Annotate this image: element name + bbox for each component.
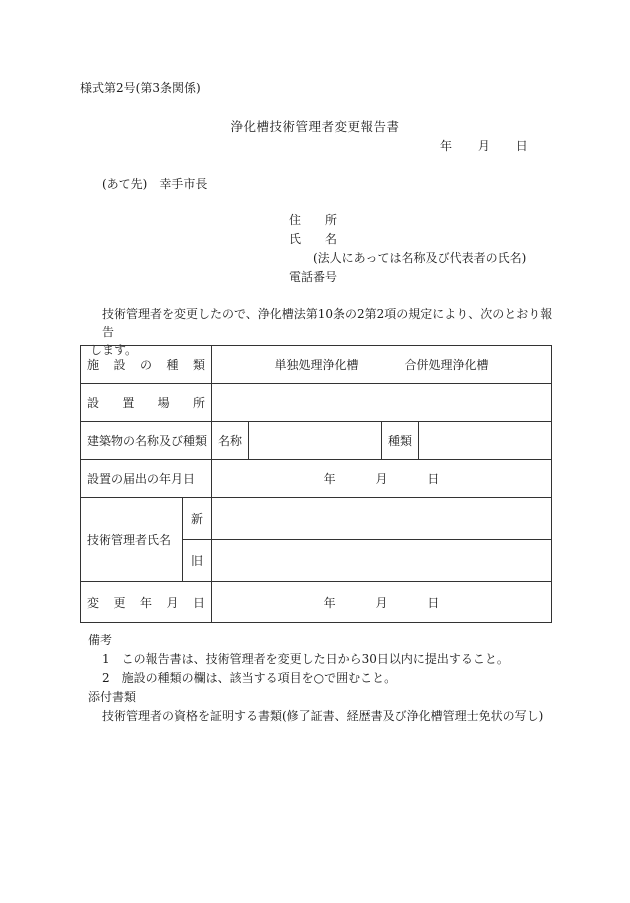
- new-label: 新: [183, 498, 212, 540]
- location-label: 設 置 場 所: [81, 384, 212, 422]
- installation-date-field[interactable]: 年 月 日: [212, 460, 552, 498]
- address-label: 住 所: [289, 213, 338, 227]
- change-date-row: [81, 582, 552, 623]
- location-field[interactable]: [212, 384, 552, 422]
- form-number: 様式第2号(第3条関係): [80, 81, 201, 95]
- building-type-label: 種類: [382, 422, 419, 460]
- report-form-table: [80, 345, 552, 623]
- installation-date-row: [81, 460, 552, 498]
- building-type-field[interactable]: [419, 422, 552, 460]
- day-label: 日: [515, 139, 528, 153]
- building-row: [81, 422, 552, 460]
- installation-date-label: 設置の届出の年月日: [81, 460, 212, 498]
- notes-section: [88, 631, 543, 726]
- old-manager-field[interactable]: [212, 540, 552, 582]
- note-item-2: 2 施設の種類の欄は、該当する項目を○で囲むこと。: [102, 671, 397, 685]
- statement-line-2: します。: [90, 343, 138, 357]
- statement-line-1: 技術管理者を変更したので、浄化槽法第10条の2第2項の規定により、次のとおり報告: [102, 307, 553, 339]
- note-item-1: 1 この報告書は、技術管理者を変更した日から30日以内に提出すること。: [102, 652, 509, 666]
- corporate-note: (法人にあっては名称及び代表者の氏名): [313, 251, 527, 265]
- attachments-text: 技術管理者の資格を証明する書類(修了証書、経歴書及び浄化槽管理士免状の写し): [102, 709, 544, 723]
- addressee: (あて先) 幸手市長: [102, 177, 208, 191]
- name-label: 氏 名: [289, 232, 338, 246]
- old-label: 旧: [183, 540, 212, 582]
- document-title: 浄化槽技術管理者変更報告書: [230, 119, 400, 134]
- report-date: [440, 138, 528, 154]
- phone-label: 電話番号: [289, 270, 338, 284]
- change-date-label: 変 更 年 月 日: [81, 582, 212, 623]
- option-combined-tank[interactable]: 合併処理浄化槽: [404, 358, 489, 372]
- manager-new-row: [81, 498, 552, 540]
- building-name-field[interactable]: [249, 422, 382, 460]
- building-label: 建築物の名称及び種類: [81, 422, 212, 460]
- reporter-block: [289, 211, 526, 287]
- month-label: 月: [477, 139, 490, 153]
- new-manager-field[interactable]: [212, 498, 552, 540]
- manager-label: 技術管理者氏名: [81, 498, 183, 582]
- facility-type-options[interactable]: [212, 346, 552, 384]
- location-row: [81, 384, 552, 422]
- year-label: 年: [440, 139, 453, 153]
- notes-heading: 備考: [88, 633, 113, 647]
- attachments-heading: 添付書類: [88, 690, 137, 704]
- option-standalone-tank[interactable]: 単独処理浄化槽: [274, 358, 359, 372]
- building-name-label: 名称: [212, 422, 249, 460]
- facility-type-label: 施 設 の 種 類: [81, 346, 212, 384]
- change-date-field[interactable]: 年 月 日: [212, 582, 552, 623]
- facility-type-row: [81, 346, 552, 384]
